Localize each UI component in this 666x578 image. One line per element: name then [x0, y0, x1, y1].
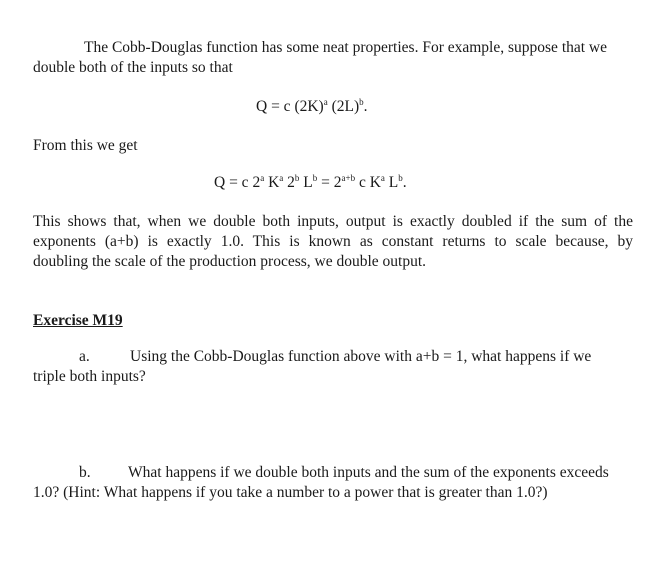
eq1-exp-b: b — [359, 97, 364, 107]
question-b-continuation: 1.0? (Hint: What happens if you take a number to a power that is greater than 1.0?) — [33, 484, 548, 501]
eq2-part-2: K — [264, 174, 280, 191]
equation-doubled-inputs — [256, 97, 368, 117]
question-a-continuation: triple both inputs? — [33, 368, 146, 385]
eq1-end: . — [363, 98, 368, 115]
eq2-exp-2: a — [279, 173, 284, 183]
eq2-part-6: c K — [355, 174, 381, 191]
explanation-line-3: doubling the scale of the production process, we double output. — [33, 253, 427, 270]
question-a-text: Using the Cobb-Douglas function above with a+b = 1, what happens if we — [130, 348, 592, 365]
eq1-mid: (2L) — [327, 98, 360, 115]
question-a-label: a. — [79, 348, 90, 365]
eq2-part-8: . — [402, 174, 407, 191]
explanation-line-1: This shows that, when we double both inputs, output is exactly doubled if the sum of the — [33, 213, 633, 230]
eq2-part-5: = 2 — [317, 174, 342, 191]
eq2-part-4: L — [299, 174, 313, 191]
eq2-part-3: 2 — [283, 174, 295, 191]
explanation-paragraph — [33, 212, 633, 272]
question-b-label: b. — [79, 464, 91, 481]
eq1-exp-a: a — [323, 97, 328, 107]
eq2-exp-5: a+b — [341, 173, 356, 183]
intro-line-1: The Cobb-Douglas function has some neat properties. For example, suppose that we — [84, 39, 608, 56]
eq2-exp-7: b — [398, 173, 403, 183]
exercise-title: Exercise M19 — [33, 312, 123, 329]
explanation-line-2: exponents (a+b) is exactly 1.0. This is known as constant returns to scale because, by — [33, 233, 633, 250]
eq2-exp-3: b — [294, 173, 300, 183]
eq2-part-7: L — [384, 174, 399, 191]
eq2-exp-1: a — [260, 173, 265, 183]
equation-expanded — [214, 173, 407, 193]
eq1-base: Q = c (2K) — [256, 98, 324, 115]
intro-line-2: double both of the inputs so that — [33, 59, 233, 76]
question-b-text: What happens if we double both inputs and the sum of the exponents exceeds — [128, 464, 609, 481]
eq2-exp-4: b — [312, 173, 318, 183]
from-text: From this we get — [33, 137, 138, 154]
eq2-exp-6: a — [380, 173, 385, 183]
eq2-part-1: Q = c 2 — [214, 174, 261, 191]
